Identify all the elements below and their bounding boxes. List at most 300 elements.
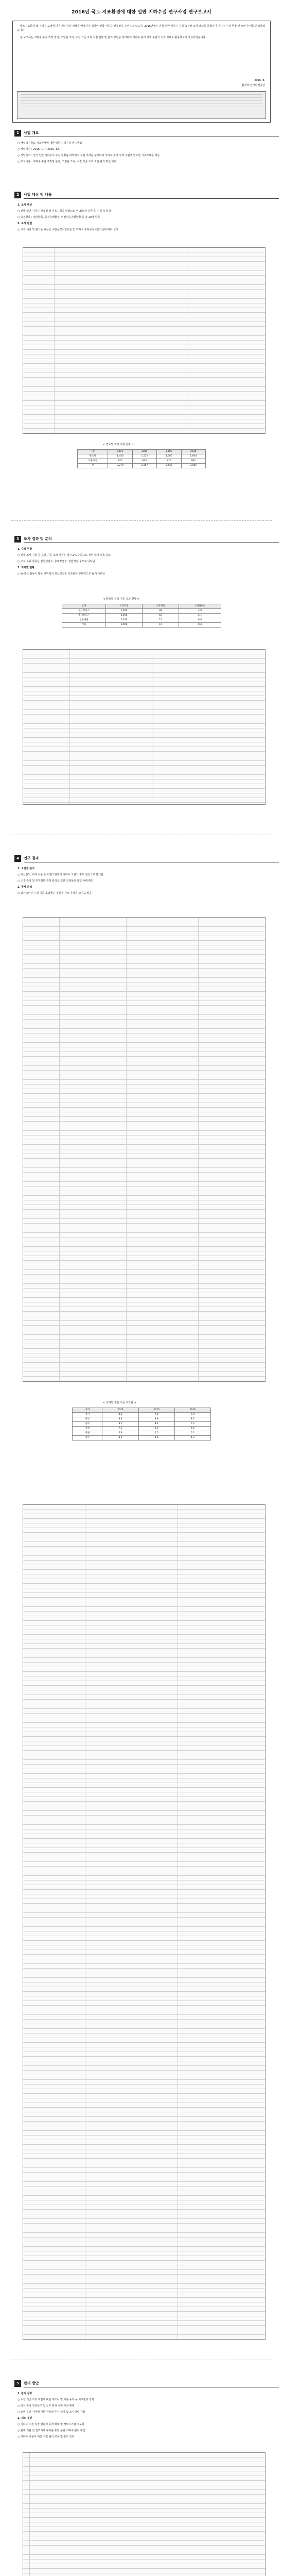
placeholder-row [23,2033,265,2038]
table-cell: 계 [78,464,108,468]
placeholder-row [23,1969,265,1973]
table-row [62,623,221,628]
placeholder-row [23,1802,265,1806]
summary-paragraph-2: 본 보고서는 지하수 수질 측정 결과, 오염원 조사, 수질 기준 초과 지점 현황 및 관리 방안을 정리하여 지하수 관리 정책 수립의 기초 자료로 활용하고자 작성되었습니다. [20,36,206,39]
placeholder-row [23,2043,265,2047]
placeholder-row [23,2495,265,2499]
table-cell: 845 [132,459,156,464]
management-block [17,2392,270,2441]
table-row [62,618,221,623]
scope-block [17,203,270,234]
table-cell: 7.5 [174,1422,210,1427]
placeholder-row [23,2177,265,2182]
table-cell: 2,430 [157,464,181,468]
placeholder-row [23,2275,265,2279]
placeholder-row [23,1746,265,1751]
table-cell: 1,560 [157,454,181,459]
placeholder-row [23,327,265,331]
placeholder-row [23,1523,265,1528]
placeholder-row [23,752,265,756]
placeholder-row [23,2476,265,2481]
placeholder-row [23,1899,265,1904]
placeholder-row [23,2518,265,2522]
placeholder-row [23,2210,265,2214]
placeholder-row [23,2321,265,2326]
placeholder-row [23,262,265,266]
placeholder-row [23,1788,265,1792]
table-cell: 2,357 [132,464,156,468]
placeholder-row [23,1667,265,1672]
placeholder-row [23,2196,265,2200]
table-cell: 충청 [73,1417,102,1422]
placeholder-row [23,1676,265,1681]
placeholder-row [23,2001,265,2006]
placeholder-row [23,2228,265,2233]
section-title: 사업 개요 [24,131,39,135]
placeholder-row [23,322,265,327]
placeholder-row [23,2550,265,2555]
scope-line-2: ○ 측정항목 : 일반항목, 특정유해물질, 휘발성유기화합물 등 총 20개 항목 [17,216,100,219]
placeholder-row [23,687,265,691]
placeholder-row [23,2038,265,2043]
section-number: 1 [14,130,21,137]
placeholder-row [23,1528,265,1533]
placeholder-row [23,1913,265,1918]
placeholder-row [23,2006,265,2010]
placeholder-row [23,2527,265,2532]
placeholder-row [23,424,265,429]
placeholder-row [23,1755,265,1760]
results-block [17,547,270,578]
placeholder-row [23,1709,265,1714]
placeholder-row [23,415,265,419]
placeholder-row [23,1908,265,1913]
placeholder-row [23,331,265,336]
placeholder-row [23,2532,265,2536]
placeholder-row [23,1598,265,1602]
placeholder-row [23,789,265,793]
placeholder-row [23,2010,265,2015]
placeholder-row [23,1751,265,1755]
placeholder-row [23,2326,265,2330]
overview-line-4: ○ 주요내용 : 지하수 수질 측정망 운영, 오염원 조사, 수질 기준 초과 지점 관리 방안 마련 [17,160,117,163]
placeholder-row [23,1931,265,1936]
placeholder-row [23,294,265,299]
table-cell: 98 [142,609,179,614]
placeholder-row [23,1625,265,1630]
placeholder-row [23,1941,265,1945]
management-line-6: ○ 지하수 이용자 대상 수질 관리 교육 및 홍보 강화 [17,2435,75,2438]
placeholder-row [23,1690,265,1695]
placeholder-row [23,1714,265,1718]
placeholder-row [23,2205,265,2210]
placeholder-row [23,2187,265,2191]
table-cell: 820 [108,459,132,464]
placeholder-row [23,341,265,345]
placeholder-row [23,387,265,392]
placeholder-row [23,2499,265,2504]
placeholder-row [23,1547,265,1551]
placeholder-row [23,308,265,313]
placeholder-row [23,1927,265,1931]
table-cell: 강원 [73,1431,102,1436]
placeholder-row [23,2224,265,2228]
table-cell: 2,506 [105,618,142,623]
table3-header: 2016 [174,1408,210,1413]
placeholder-row [23,1853,265,1857]
placeholder-row [23,2458,265,2462]
placeholder-row [23,733,265,738]
table-cell: 0.8 [179,618,221,623]
table-row [73,1422,211,1427]
placeholder-row [23,1867,265,1871]
placeholder-row [23,2453,265,2458]
placeholder-row [23,1616,265,1621]
section-title: 관리 방안 [24,2381,39,2385]
placeholder-row [23,2200,265,2205]
placeholder-row [23,779,265,784]
table1-header: 2016 [181,450,205,454]
placeholder-row [23,1570,265,1574]
placeholder-row [23,2251,265,2256]
placeholder-row [23,317,265,322]
placeholder-row [23,1514,265,1519]
table1-header: 2014 [132,450,156,454]
placeholder-row [23,1565,265,1570]
results-line-1: ○ 전체 조사 지점 중 수질 기준 초과 지점은 약 7.2% 수준으로 전년 대비 소폭 감소 [17,554,111,557]
table1-caption: < 연도별 조사 지점 현황 > [103,443,134,446]
table3-header: 2015 [138,1408,174,1413]
placeholder-row [23,1644,265,1649]
placeholder-row [23,1686,265,1690]
table-row [62,609,221,614]
placeholder-row [23,1612,265,1616]
management-line-1: ○ 수질 기준 초과 지점에 대한 재조사 및 이용 중지 등 사후관리 강화 [17,2398,95,2401]
table-cell: 870 [157,459,181,464]
placeholder-row [23,2112,265,2117]
results-line-2: ○ 주요 초과 항목은 질산성질소, 총대장균군, 일반세균 순으로 나타남 [17,560,95,563]
placeholder-row [23,747,265,752]
summary-date: 2016. 8. [254,79,265,82]
placeholder-row [23,1778,265,1783]
section-title: 연구 결과 [24,856,39,860]
placeholder-row [23,1574,265,1579]
placeholder-row [23,728,265,733]
findings-line-3: ○ 최근 5년간 수질 기준 초과율은 점진적 감소 추세를 보이고 있음 [17,892,92,895]
placeholder-row [23,1885,265,1890]
placeholder-row [23,2098,265,2103]
placeholder-row [23,354,265,359]
placeholder-row [23,2233,265,2238]
placeholder-row [23,2509,265,2513]
placeholder-row [23,2504,265,2509]
placeholder-row [23,2117,265,2122]
table-cell: 5.1 [174,1431,210,1436]
placeholder-row [23,1829,265,1834]
table-row [78,464,206,468]
table-cell: 2,506 [105,609,142,614]
placeholder-row [23,313,265,317]
placeholder-row [23,775,265,779]
placeholder-row [23,1607,265,1612]
table-cell: 2,506 [181,464,205,468]
placeholder-row [23,252,265,257]
table-cell: 4.3 [174,1436,210,1440]
placeholder-row [23,2307,265,2312]
placeholder-row [23,2560,265,2564]
table-cell: 6.4 [174,1427,210,1431]
placeholder-row [23,1894,265,1899]
table-cell: 0.4 [179,623,221,628]
placeholder-row [23,1621,265,1625]
table-cell: 일반세균 [62,618,106,623]
table-cell: 기타 [62,623,106,628]
placeholder-row [23,2462,265,2467]
table-cell: 2.1 [179,614,221,618]
section-title: 조사 결과 및 분석 [24,537,52,541]
placeholder-row [23,724,265,728]
placeholder-row [23,1769,265,1774]
placeholder-row [23,2149,265,2154]
placeholder-row [23,1649,265,1653]
placeholder-row [23,701,265,705]
results-figure [23,649,266,805]
placeholder-row [23,345,265,350]
placeholder-row [23,1982,265,1987]
placeholder-row [23,1774,265,1778]
placeholder-row [23,770,265,775]
placeholder-row [23,1964,265,1969]
placeholder-row [23,766,265,770]
placeholder-row [23,1542,265,1547]
placeholder-row [23,2284,265,2289]
placeholder-row [23,659,265,664]
placeholder-row [23,410,265,415]
placeholder-row [23,2136,265,2140]
placeholder-row [23,2057,265,2061]
placeholder-row [23,756,265,761]
table-row [73,1436,211,1440]
placeholder-row [23,303,265,308]
table-cell: 전라 [73,1422,102,1427]
placeholder-row [23,2024,265,2029]
management-detail-text [23,2452,266,2576]
placeholder-row [23,2481,265,2485]
placeholder-row [23,793,265,798]
placeholder-row [23,1510,265,1514]
table-cell: 6.9 [138,1427,174,1431]
table2-header: 초과지점 [142,604,179,609]
placeholder-row [23,1973,265,1978]
scope-line-1: ○ 전국 일반 지하수 관측정 및 이용시설을 대상으로 연 2회(상·하반기) 수질 측정 실시 [17,210,114,213]
placeholder-row [23,1978,265,1982]
placeholder-row [23,1537,265,1542]
management-line-2: ○ 방치 관정 원상복구 및 노후 관정 정비 사업 확대 [17,2404,75,2408]
placeholder-row [23,2330,265,2335]
table-cell: 7.2 [102,1427,138,1431]
placeholder-row [23,1918,265,1922]
document-title: 2016년 국토 지표환경에 대한 일반 지하수질 연구사업 연구보고서 [72,10,211,15]
table-cell: 4.6 [138,1436,174,1440]
table-cell: 제주 [73,1436,102,1440]
placeholder-row [23,2015,265,2020]
placeholder-row [23,2052,265,2057]
placeholder-row [23,664,265,668]
placeholder-row [23,2279,265,2284]
table1 [77,449,206,468]
placeholder-row [23,2541,265,2546]
placeholder-row [23,2080,265,2084]
section-number: 3 [14,536,21,543]
placeholder-row [23,2173,265,2177]
placeholder-row [23,1797,265,1802]
placeholder-row [23,1825,265,1829]
placeholder-row [23,2242,265,2247]
table-cell: 질산성질소 [62,609,106,614]
table-cell: 8.2 [174,1417,210,1422]
placeholder-row [23,2140,265,2145]
placeholder-row [23,2467,265,2471]
placeholder-row [23,1760,265,1765]
placeholder-row [23,2020,265,2024]
placeholder-row [23,742,265,747]
placeholder-row [23,1588,265,1593]
placeholder-row [23,1561,265,1565]
table-cell: 5.8 [102,1431,138,1436]
placeholder-row [23,2312,265,2316]
placeholder-row [23,1519,265,1523]
placeholder-row [23,2247,265,2251]
table-cell: 1,604 [181,454,205,459]
table-cell: 902 [181,459,205,464]
placeholder-row [23,1765,265,1769]
placeholder-row [23,2089,265,2094]
placeholder-row [23,2265,265,2270]
results-subheading-2: 2. 지역별 현황 [17,566,35,569]
placeholder-row [23,1658,265,1663]
placeholder-row [23,2145,265,2149]
table-cell: 총대장균군 [62,614,106,618]
placeholder-row [23,2335,265,2340]
placeholder-row [23,401,265,405]
placeholder-row [23,1871,265,1876]
table2-header: 항목 [62,604,106,609]
table-row [73,1427,211,1431]
table-cell: 3.9 [179,609,221,614]
placeholder-row [23,1890,265,1894]
placeholder-row [23,1727,265,1732]
placeholder-row [23,1579,265,1584]
overview-line-3: ○ 사업목적 : 전국 일반 지하수의 수질 현황을 파악하고 오염 추세를 분석하여 지하수 관리 정책 수립에 필요한 기초자료를 제공 [17,154,160,157]
section-number: 4 [14,855,21,862]
placeholder-row [23,1533,265,1537]
placeholder-row [23,2513,265,2518]
placeholder-row [23,1635,265,1639]
table-cell: 8.1 [138,1422,174,1427]
placeholder-row [23,2569,265,2573]
table-cell: 1,512 [132,454,156,459]
placeholder-row [23,2573,265,2576]
placeholder-row [23,710,265,715]
table2 [62,604,221,628]
placeholder-row [23,2108,265,2112]
placeholder-row [23,382,265,387]
placeholder-row [23,668,265,673]
placeholder-row [23,257,265,262]
placeholder-row [23,2163,265,2168]
placeholder-row [23,1639,265,1644]
placeholder-row [23,2159,265,2163]
placeholder-row [23,336,265,341]
placeholder-row [23,654,265,659]
placeholder-row [23,1792,265,1797]
summary-org: 환경부·한국환경공단 [241,84,265,87]
placeholder-row [23,1945,265,1950]
placeholder-row [23,1556,265,1561]
placeholder-row [23,2293,265,2298]
placeholder-row [23,2555,265,2560]
overview-line-2: ○ 사업기간 : 2016. 1. ~ 2016. 12. [17,148,60,151]
placeholder-row [23,2536,265,2541]
findings-figure [23,917,266,1382]
table-cell: 7.6 [138,1413,174,1417]
summary-box [12,21,271,123]
table2-header: 조사지점 [105,604,142,609]
placeholder-row [23,2256,265,2261]
table-cell: 7.0 [174,1413,210,1417]
placeholder-row [23,1653,265,1658]
findings-line-1: ○ 축산분뇨, 비료 사용 등 비점오염원이 지하수 오염의 주요 원인으로 분석됨 [17,873,103,876]
placeholder-row [23,2182,265,2187]
placeholder-row [23,677,265,682]
overview-line-1: ○ 사업명 : 국토 지표환경에 대한 일반 지하수질 연구사업 [17,142,82,145]
placeholder-row [23,1672,265,1676]
placeholder-row [23,1880,265,1885]
placeholder-row [23,1695,265,1700]
placeholder-row [23,2214,265,2219]
placeholder-row [23,1876,265,1880]
placeholder-row [23,2270,265,2275]
table-cell: 1,450 [108,454,132,459]
table-row [73,1431,211,1436]
management-subheading-1: 1. 관리 강화 [17,2392,32,2395]
placeholder-row [23,373,265,378]
placeholder-row [23,2564,265,2569]
table-cell: 2,270 [108,464,132,468]
findings-block [17,867,270,897]
placeholder-row [23,1741,265,1746]
placeholder-row [23,650,265,654]
placeholder-row [23,2261,265,2265]
placeholder-row [23,1857,265,1862]
placeholder-row [23,1505,265,1510]
placeholder-row [23,1904,265,1908]
placeholder-row [23,299,265,303]
table-cell: 4.9 [102,1436,138,1440]
placeholder-row [23,1816,265,1820]
summary-paragraph-1: 국토지표환경 및 지하수 오염에 따른 국민건강 위해를 예방하기 위하여 전국 지하수 관측망을 운영하고 있으며, 2016년에는 전국 일반 지하수 수질 측정망 조사 결과를 종합하여 지하수 수질 현황 및 오염 추세를 분석하였습니다. [17,25,265,32]
management-line-5: ○ 관계 기관 간 협력체계 구축을 통한 통합 지하수 관리 추진 [17,2429,85,2432]
placeholder-row [23,682,265,687]
appendix-figure-1 [23,1504,266,2340]
table-row [73,1413,211,1417]
placeholder-row [23,2522,265,2527]
summary-inset-table [17,91,266,119]
placeholder-row [23,276,265,280]
placeholder-row [23,1732,265,1737]
table3-header: 2014 [102,1408,138,1413]
management-subheading-2: 2. 제도 개선 [17,2417,32,2420]
